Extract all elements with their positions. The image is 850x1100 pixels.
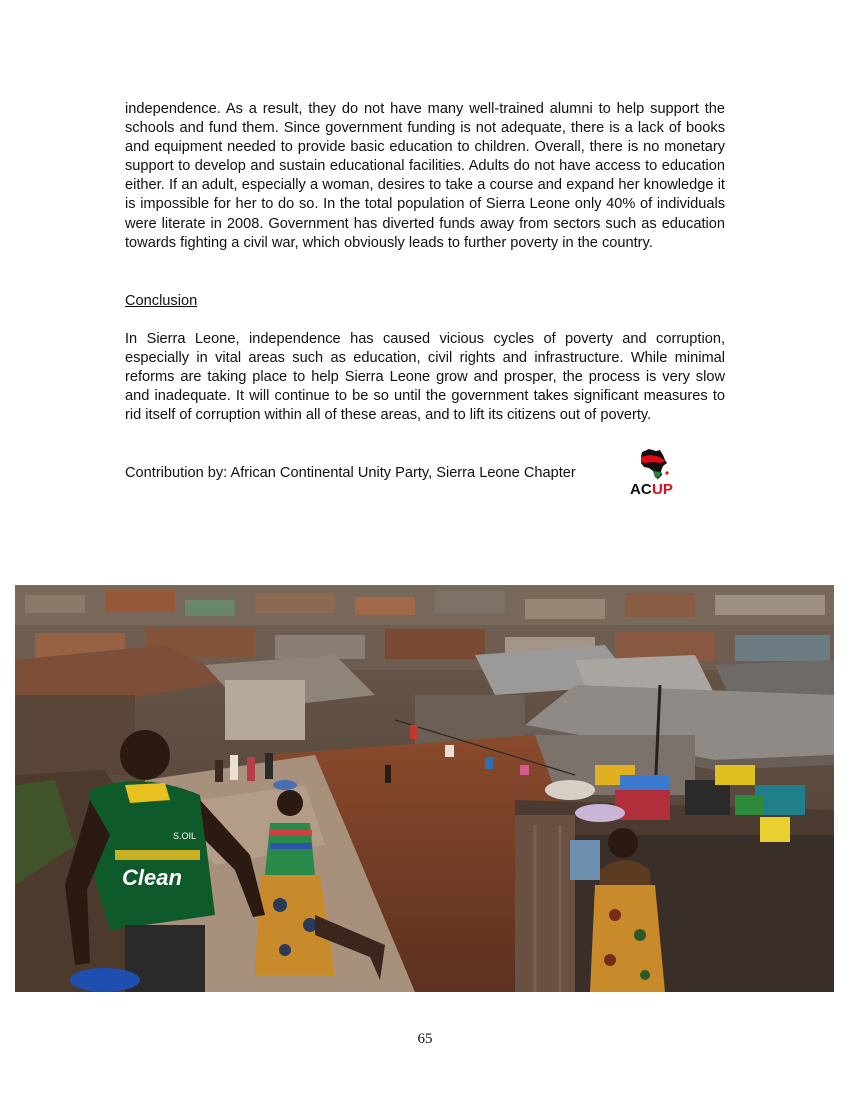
- shirt-badge: S.OIL: [173, 831, 197, 841]
- page-number: 65: [417, 1031, 433, 1047]
- shirt-text: Clean: [122, 865, 182, 890]
- madagascar-dot: [665, 471, 668, 474]
- logo-text-ac: AC: [630, 481, 652, 498]
- contribution-credit: Contribution by: African Continental Unity Party, Sierra Leone Chapter: [125, 465, 576, 481]
- slum-photograph: [15, 585, 834, 992]
- acup-logo-icon: [627, 446, 677, 498]
- body-paragraph-1: independence. As a result, they do not have many well-trained alumni to help support the schools and fund them. Since government funding is not adequate, there is a lack of books and equipment needed to provide basic education to children. Overall, there is no monetary support to develop and sustain educational facilities. Adults do not have access to education either. If an adult, especially a woman, desires to take a course and expand her knowledge it is impossible for her to do so. In the total population of Sierra Leone only 40% of individuals were literate in 2008. Government has diverted funds away from sectors such as education towards fighting a civil war, which obviously leads to further poverty in the country.: [125, 101, 725, 251]
- body-paragraph-2: In Sierra Leone, independence has caused vicious cycles of poverty and corruption, especially in vital areas such as education, civil rights and infrastructure. While minimal reforms are taking place to help Sierra Leone grow and prosper, the process is very slow and inadequate. It will continue to be so until the government takes significant measures to rid itself of corruption within all of these areas, and to lift its citizens out of poverty.: [125, 331, 725, 424]
- africa-map-shape: [641, 449, 667, 479]
- section-heading-conclusion: Conclusion: [125, 293, 198, 309]
- logo-text-up: UP: [652, 481, 673, 498]
